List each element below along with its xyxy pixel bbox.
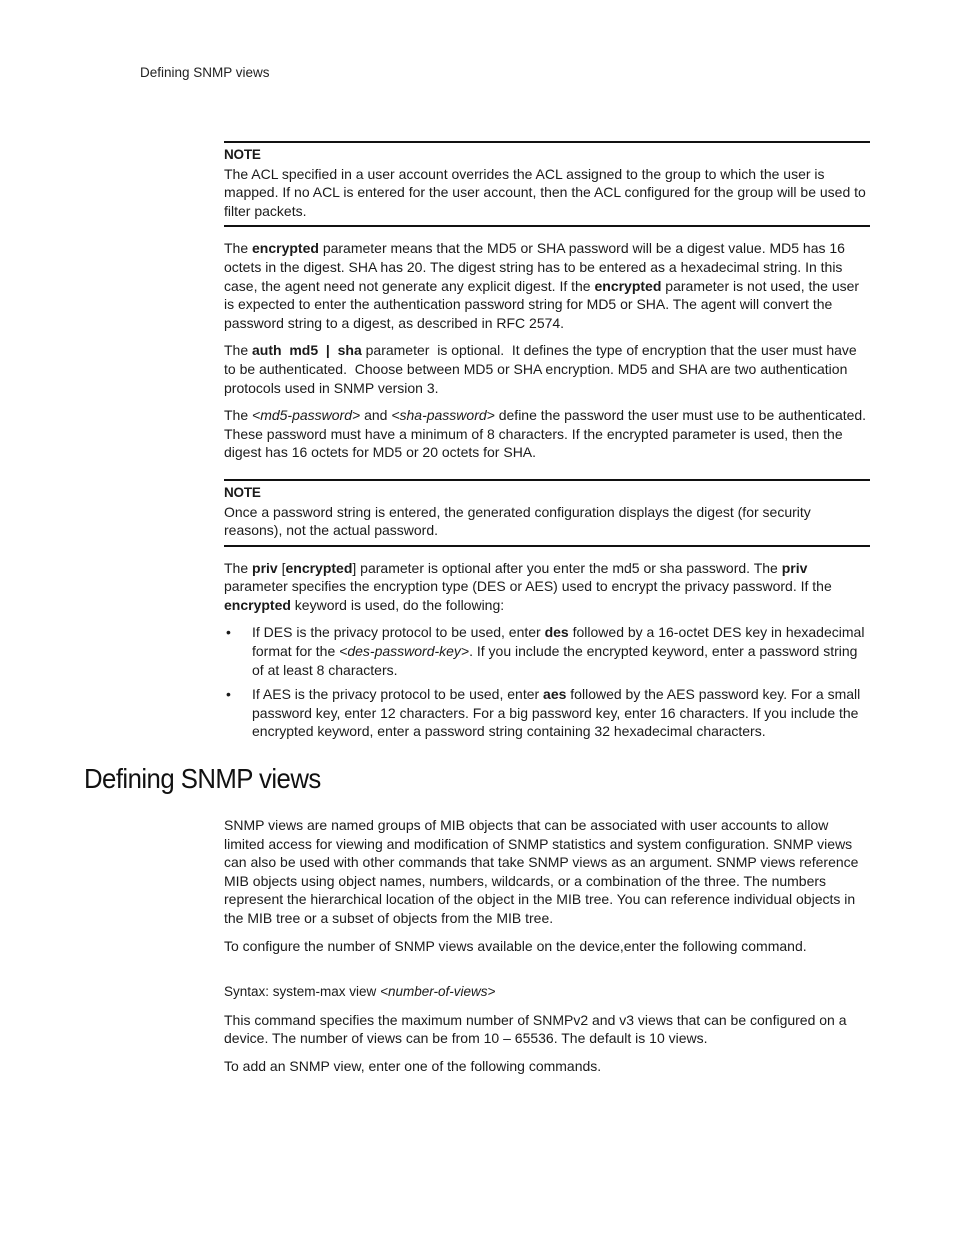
- bullet-icon: •: [226, 624, 231, 641]
- paragraph-intro: SNMP views are named groups of MIB objects that can be associated with user accounts to allow limited access for viewing and modification of SNMP statistics and system configuration. SNMP views can also be used with other commands that take SNMP views as an argument. SNMP views reference MIB objects using object names, numbers, wildcards, or a combination of the three. The numbers represent the hierarchical location of the object in the MIB tree. You can reference individual objects in the MIB tree or a subset of objects from the MIB tree.: [224, 817, 859, 926]
- text-run: parameter specifies the encryption type (DES or AES) used to encrypt the privacy password. If the: [224, 578, 832, 595]
- syntax-argument: <number-of-views>: [380, 984, 496, 1000]
- text-run: The: [224, 559, 253, 576]
- text-run: The: [224, 240, 253, 257]
- keyword: encrypted: [252, 240, 319, 257]
- syntax-line: [224, 983, 870, 1002]
- text-run: keyword is used, do the following:: [290, 596, 505, 613]
- keyword: aes: [543, 686, 567, 703]
- bullet-icon: •: [226, 686, 231, 703]
- paragraph-syntax-desc: This command specifies the maximum number of SNMPv2 and v3 views that can be configured on a device. The number of views can be from 10 – 65536. The default is 10 views.: [224, 1011, 847, 1047]
- text-run: define the password the user must use to be authenticated. These password must have a minimum of 8 characters. If the encrypted parameter is used, then the digest has 16 octets for MD5 or 20 octets for SHA.: [224, 407, 867, 461]
- keyword: encrypted: [594, 277, 662, 294]
- text-run: . If you include the encrypted keyword, enter a password string of at least 8 characters.: [252, 643, 858, 678]
- section-heading: Defining SNMP views: [84, 763, 321, 794]
- paragraph-password: [224, 406, 870, 462]
- list-item: [224, 623, 870, 679]
- content-lower: [224, 816, 870, 1085]
- note-box: [224, 141, 870, 227]
- content-upper: [224, 141, 870, 747]
- syntax-command: Syntax: system-max view: [224, 984, 377, 1000]
- text-run: The: [224, 342, 253, 359]
- keyword: encrypted: [285, 559, 353, 576]
- text-run: followed by the AES password key. For a small password key, enter 12 characters. For a big password key, enter 16 characters. If you include the encrypted keyword, enter a password string containing 32 hexadecimal characters.: [252, 686, 861, 740]
- text-run: [: [277, 559, 286, 576]
- paragraph-priv: [224, 559, 870, 615]
- note-text: The ACL specified in a user account overrides the ACL assigned to the group to which the user is mapped. If no ACL is entered for the user account, then the ACL configured for the group will be used to filter packets.: [224, 165, 866, 219]
- variable: <des-password-key>: [339, 643, 470, 660]
- paragraph-auth: [224, 341, 870, 397]
- paragraph-configure: To configure the number of SNMP views available on the device,enter the following command.: [224, 937, 807, 954]
- text-run: If AES is the privacy protocol to be used, enter: [252, 686, 544, 703]
- bullet-list: [224, 623, 870, 741]
- note-label: NOTE: [224, 484, 261, 500]
- paragraph-add-view: To add an SNMP view, enter one of the following commands.: [224, 1057, 602, 1074]
- list-item: [224, 685, 870, 741]
- variable: <md5-password>: [252, 407, 361, 424]
- text-run: parameter means that the MD5 or SHA password will be a digest value. MD5 has 16 octets in the digest. SHA has 20. The digest string has to be entered as a hexadecimal string. In this case, the agent need not generate any explicit digest. If the: [224, 240, 845, 294]
- text-run: parameter is not used, the user is expected to enter the authentication password string for MD5 or SHA. The agent will convert the password string to a digest, as described in RFC 2574.: [224, 277, 860, 331]
- keyword: priv: [252, 559, 278, 576]
- note-box: [224, 479, 870, 547]
- text-run: parameter is optional. It defines the type of encryption that the user must have to be authenticated. Choose between MD5 or SHA encryption. MD5 and SHA are two authentication protocols used in SNMP version 3.: [224, 342, 861, 396]
- text-run: followed by a 16-octet DES key in hexadecimal format for the: [252, 624, 865, 660]
- note-label: NOTE: [224, 147, 261, 162]
- keyword: auth md5 | sha: [252, 342, 362, 359]
- note-text: Once a password string is entered, the generated configuration displays the digest (for security reasons), not the actual password.: [224, 503, 811, 539]
- keyword: priv: [781, 559, 808, 576]
- text-run: The: [224, 407, 253, 424]
- paragraph-encrypted: [224, 239, 870, 332]
- text-run: ] parameter is optional after you enter the md5 or sha password. The: [352, 559, 782, 576]
- keyword: des: [544, 624, 569, 641]
- running-header: Defining SNMP views: [140, 65, 270, 80]
- text-run: If DES is the privacy protocol to be used, enter: [252, 624, 545, 641]
- keyword: encrypted: [224, 596, 291, 613]
- text-run: and: [360, 407, 392, 424]
- variable: <sha-password>: [391, 407, 495, 424]
